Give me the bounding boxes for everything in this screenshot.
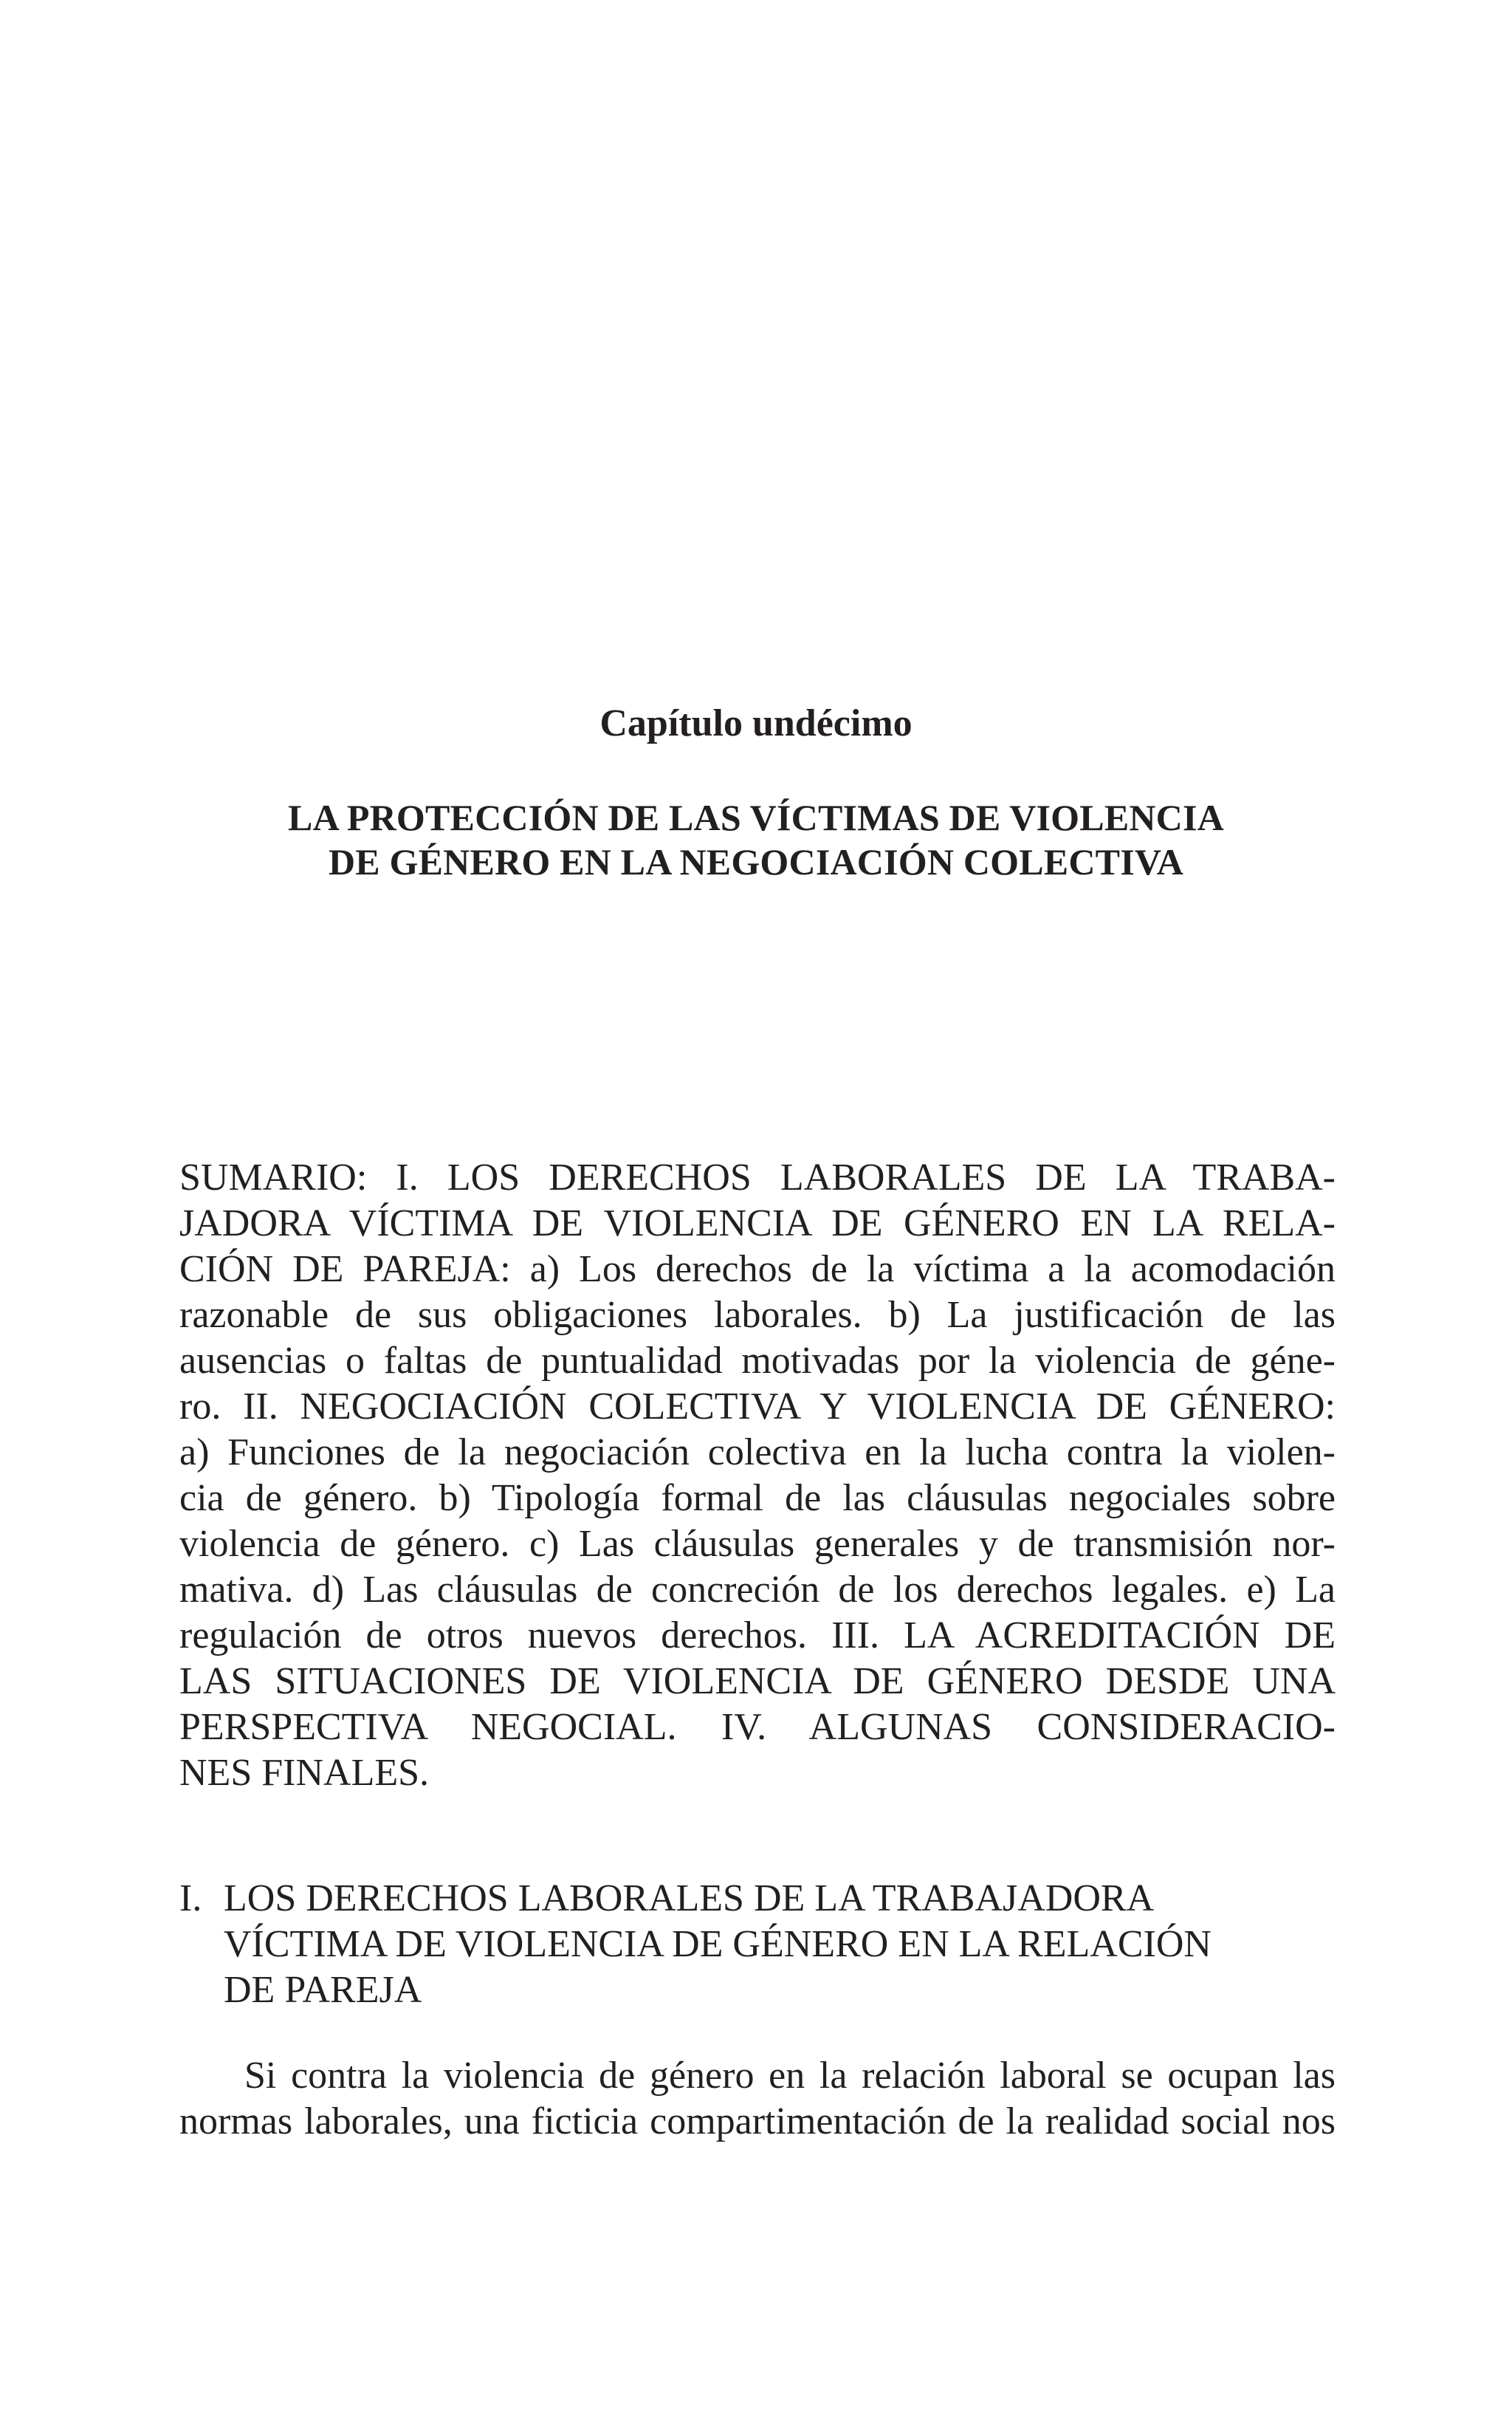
summary-block (179, 1155, 1336, 1796)
summary-line: NES FINALES. (179, 1752, 430, 1794)
section-number: I. (179, 1877, 202, 1919)
chapter-title (0, 795, 1512, 884)
summary-line: JADORA VÍCTIMA DE VIOLENCIA DE GÉNERO EN LA RELA- (179, 1202, 1336, 1244)
summary-line: regulación de otros nuevos derechos. III. LA ACREDITACIÓN DE (179, 1614, 1336, 1656)
summary-line: SUMARIO: I. LOS DERECHOS LABORALES DE LA TRABA- (179, 1157, 1336, 1199)
body-line: normas laborales, una ficticia compartimentación de la realidad social nos (179, 2100, 1336, 2142)
section-title (224, 1876, 1336, 2013)
summary-line: cia de género. b) Tipología formal de las cláusulas negociales sobre (179, 1477, 1336, 1519)
body-paragraph (179, 2053, 1336, 2145)
summary-line: LAS SITUACIONES DE VIOLENCIA DE GÉNERO DESDE UNA (179, 1660, 1336, 1702)
body-line: Si contra la violencia de género en la relación laboral se ocupan las (244, 2055, 1336, 2097)
summary-line: ausencias o faltas de puntualidad motivadas por la violencia de géne- (179, 1340, 1336, 1382)
summary-line: violencia de género. c) Las cláusulas generales y de transmisión nor- (179, 1523, 1336, 1565)
section-heading (179, 1876, 1336, 2013)
chapter-title-line: LA PROTECCIÓN DE LAS VÍCTIMAS DE VIOLENCIA (288, 797, 1224, 838)
section-title-line: LOS DERECHOS LABORALES DE LA TRABAJADORA (224, 1877, 1155, 1919)
section-title-line: VÍCTIMA DE VIOLENCIA DE GÉNERO EN LA RELACIÓN (224, 1923, 1212, 1965)
summary-line: ro. II. NEGOCIACIÓN COLECTIVA Y VIOLENCIA DE GÉNERO: (179, 1385, 1336, 1428)
summary-line: a) Funciones de la negociación colectiva en la lucha contra la violen- (179, 1431, 1336, 1473)
section-title-line: DE PAREJA (224, 1969, 422, 2011)
chapter-title-line: DE GÉNERO EN LA NEGOCIACIÓN COLECTIVA (328, 841, 1184, 883)
summary-line: razonable de sus obligaciones laborales. b) La justificación de las (179, 1294, 1336, 1336)
summary-line: CIÓN DE PAREJA: a) Los derechos de la víctima a la acomodación (179, 1248, 1336, 1290)
summary-line: PERSPECTIVA NEGOCIAL. IV. ALGUNAS CONSIDERACIO- (179, 1706, 1336, 1748)
summary-line: mativa. d) Las cláusulas de concreción de los derechos legales. e) La (179, 1569, 1336, 1611)
chapter-label: Capítulo undécimo (599, 702, 913, 744)
